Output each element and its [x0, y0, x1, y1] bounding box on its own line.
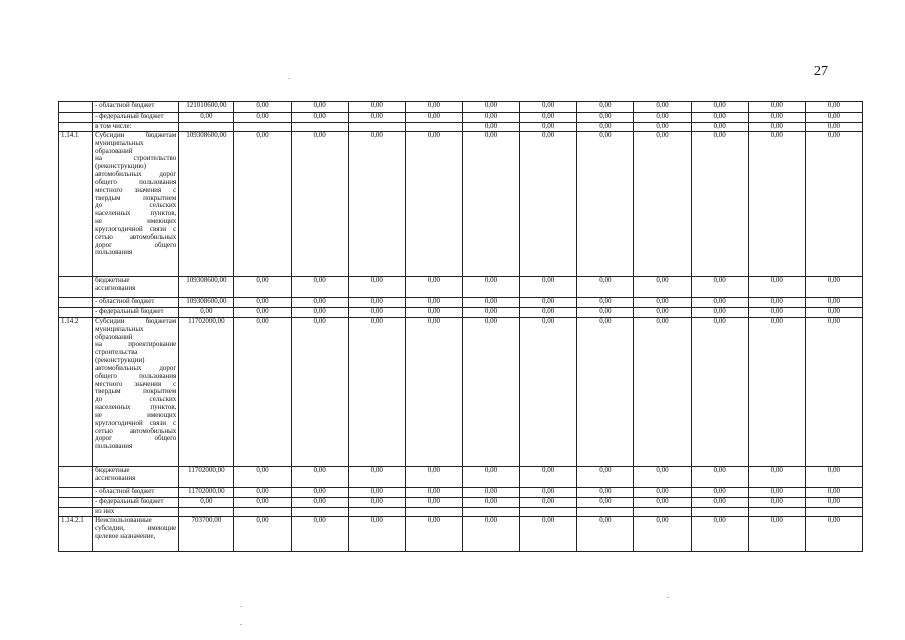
row-label-line: - федеральный бюджет	[95, 307, 164, 315]
row-value-cell: 0,00	[748, 277, 805, 298]
table-row	[59, 508, 863, 517]
row-label	[93, 102, 179, 113]
row-value-cell: 0,00	[520, 113, 577, 123]
row-value-cell	[291, 508, 348, 517]
row-value-cell: 0,00	[348, 517, 405, 552]
row-value-cell: 0,00	[805, 308, 862, 318]
table-row	[59, 517, 863, 552]
row-value-cell: 0,00	[691, 298, 748, 308]
row-label-line: - федеральный бюджет	[95, 497, 164, 505]
row-label-line: населенных пунктов,	[95, 209, 177, 218]
row-label-line: - областной бюджет	[95, 101, 155, 109]
row-value-cell: 0,00	[577, 132, 634, 277]
row-label-line: (реконструкцию)	[95, 162, 146, 171]
row-value-cell: 0,00	[805, 318, 862, 467]
row-amount	[179, 123, 234, 132]
row-value-cell: 0,00	[577, 277, 634, 298]
row-code	[59, 498, 93, 508]
row-label-line: пользования	[95, 442, 133, 451]
row-label-line: муниципальных	[95, 138, 144, 147]
row-label-line: автомобильных дорог	[95, 170, 177, 179]
row-value-cell: 0,00	[691, 467, 748, 488]
table-row	[59, 498, 863, 508]
row-value-cell: 0,00	[291, 113, 348, 123]
row-value-cell: 0,00	[520, 277, 577, 298]
row-label	[93, 113, 179, 123]
row-value-cell: 0,00	[405, 467, 462, 488]
table-row	[59, 308, 863, 318]
row-value-cell: 0,00	[691, 277, 748, 298]
row-code	[59, 508, 93, 517]
row-value-cell: 0,00	[805, 298, 862, 308]
row-label-line: на проектирование	[95, 340, 177, 349]
row-value-cell: 0,00	[634, 498, 691, 508]
row-label-line: целевое назначение,	[95, 531, 156, 540]
row-amount: 11702000,00	[179, 467, 234, 488]
row-value-cell: 0,00	[805, 123, 862, 132]
row-value-cell: 0,00	[234, 467, 291, 488]
row-value-cell: 0,00	[405, 113, 462, 123]
row-value-cell: 0,00	[748, 298, 805, 308]
row-amount: 11702000,00	[179, 488, 234, 498]
row-value-cell: 0,00	[234, 298, 291, 308]
row-value-cell: 0,00	[748, 308, 805, 318]
page-number: 27	[814, 64, 828, 79]
row-value-cell: 0,00	[577, 467, 634, 488]
row-value-cell: 0,00	[234, 498, 291, 508]
row-label-line: ассигнования	[95, 283, 136, 292]
row-value-cell: 0,00	[748, 102, 805, 113]
row-value-cell	[691, 508, 748, 517]
row-amount: 11702000,00	[179, 318, 234, 467]
row-value-cell: 0,00	[691, 498, 748, 508]
row-value-cell: 0,00	[634, 277, 691, 298]
row-value-cell	[634, 508, 691, 517]
row-label-line: круглогодичной связи с	[95, 418, 177, 427]
row-value-cell: 0,00	[520, 517, 577, 552]
row-value-cell: 0,00	[405, 298, 462, 308]
row-value-cell: 0,00	[462, 498, 519, 508]
row-value-cell: 0,00	[291, 277, 348, 298]
row-value-cell: 0,00	[520, 488, 577, 498]
row-value-cell: 0,00	[577, 113, 634, 123]
row-label	[93, 488, 179, 498]
row-label	[93, 298, 179, 308]
row-value-cell: 0,00	[805, 132, 862, 277]
row-value-cell	[805, 508, 862, 517]
row-value-cell: 0,00	[234, 113, 291, 123]
row-value-cell: 0,00	[405, 102, 462, 113]
table-row	[59, 467, 863, 488]
row-value-cell: 0,00	[805, 517, 862, 552]
row-value-cell: 0,00	[291, 318, 348, 467]
row-label-line: дорог общего	[95, 240, 177, 249]
row-value-cell: 0,00	[291, 298, 348, 308]
row-value-cell: 0,00	[748, 498, 805, 508]
row-amount: 109308600,00	[179, 132, 234, 277]
row-value-cell: 0,00	[520, 132, 577, 277]
row-value-cell: 0,00	[234, 132, 291, 277]
row-value-cell: 0,00	[634, 467, 691, 488]
row-value-cell: 0,00	[748, 123, 805, 132]
row-value-cell: 0,00	[691, 318, 748, 467]
row-value-cell: 0,00	[520, 298, 577, 308]
row-value-cell: 0,00	[691, 517, 748, 552]
row-label-line: (реконструкции)	[95, 356, 145, 365]
row-value-cell: 0,00	[234, 318, 291, 467]
row-value-cell: 0,00	[462, 517, 519, 552]
row-value-cell: 0,00	[691, 308, 748, 318]
row-value-cell: 0,00	[348, 308, 405, 318]
row-value-cell: 0,00	[691, 132, 748, 277]
row-value-cell: 0,00	[634, 517, 691, 552]
row-label-line: - федеральный бюджет	[95, 112, 164, 120]
row-label-line: общего пользования	[95, 177, 177, 186]
row-value-cell: 0,00	[462, 298, 519, 308]
row-label-line: - областной бюджет	[95, 297, 155, 305]
row-value-cell: 0,00	[805, 277, 862, 298]
row-value-cell: 0,00	[462, 102, 519, 113]
row-value-cell: 0,00	[691, 123, 748, 132]
row-amount: 0,00	[179, 113, 234, 123]
row-value-cell: 0,00	[462, 488, 519, 498]
row-value-cell	[234, 123, 291, 132]
row-amount: 703700,00	[179, 517, 234, 552]
row-value-cell: 0,00	[577, 298, 634, 308]
row-value-cell: 0,00	[805, 488, 862, 498]
row-value-cell: 0,00	[691, 113, 748, 123]
row-label-line: автомобильных дорог	[95, 363, 177, 372]
row-value-cell: 0,00	[462, 113, 519, 123]
row-value-cell: 0,00	[634, 308, 691, 318]
row-value-cell	[405, 508, 462, 517]
row-value-cell: 0,00	[462, 318, 519, 467]
row-label-line: в том числе:	[95, 122, 132, 130]
row-value-cell: 0,00	[348, 488, 405, 498]
row-code	[59, 308, 93, 318]
row-label-line: бюджетные	[95, 466, 130, 474]
row-value-cell	[234, 508, 291, 517]
row-value-cell: 0,00	[348, 102, 405, 113]
row-value-cell: 0,00	[291, 517, 348, 552]
row-value-cell: 0,00	[577, 517, 634, 552]
row-value-cell: 0,00	[748, 113, 805, 123]
table-row	[59, 123, 863, 132]
row-value-cell	[405, 123, 462, 132]
row-amount: 109308600,00	[179, 277, 234, 298]
row-value-cell: 0,00	[577, 102, 634, 113]
row-label-line: образований	[95, 332, 133, 341]
row-label-line: Субсидии бюджетам	[95, 131, 177, 139]
row-code	[59, 123, 93, 132]
row-value-cell	[462, 508, 519, 517]
row-label-line: ассигнования	[95, 473, 136, 482]
row-value-cell: 0,00	[634, 113, 691, 123]
row-value-cell: 0,00	[634, 488, 691, 498]
row-code	[59, 467, 93, 488]
row-value-cell: 0,00	[291, 102, 348, 113]
row-value-cell: 0,00	[348, 318, 405, 467]
row-value-cell: 0,00	[348, 277, 405, 298]
table-row	[59, 113, 863, 123]
row-code	[59, 277, 93, 298]
table-row	[59, 102, 863, 113]
row-label-line: общего пользования	[95, 371, 177, 380]
row-value-cell: 0,00	[634, 102, 691, 113]
table-row	[59, 132, 863, 277]
row-label	[93, 508, 179, 517]
row-value-cell: 0,00	[520, 467, 577, 488]
row-value-cell: 0,00	[520, 102, 577, 113]
table-row	[59, 488, 863, 498]
row-code	[59, 488, 93, 498]
row-value-cell: 0,00	[462, 132, 519, 277]
row-label	[93, 308, 179, 318]
row-value-cell: 0,00	[520, 123, 577, 132]
row-amount: 121010600,00	[179, 102, 234, 113]
row-label	[93, 498, 179, 508]
row-label-line: сетью автомобильных	[95, 426, 177, 435]
row-value-cell: 0,00	[520, 318, 577, 467]
row-value-cell: 0,00	[577, 123, 634, 132]
row-value-cell	[748, 508, 805, 517]
row-value-cell: 0,00	[805, 498, 862, 508]
table-row	[59, 277, 863, 298]
row-value-cell: 0,00	[348, 298, 405, 308]
row-value-cell: 0,00	[634, 298, 691, 308]
row-value-cell	[348, 508, 405, 517]
row-amount: 0,00	[179, 498, 234, 508]
row-label-line: дорог общего	[95, 434, 177, 443]
row-value-cell: 0,00	[405, 517, 462, 552]
row-value-cell: 0,00	[748, 488, 805, 498]
row-code	[59, 113, 93, 123]
row-code	[59, 298, 93, 308]
row-value-cell: 0,00	[348, 498, 405, 508]
row-value-cell: 0,00	[405, 132, 462, 277]
row-value-cell: 0,00	[234, 517, 291, 552]
row-value-cell: 0,00	[462, 123, 519, 132]
row-label-line: до сельских	[95, 201, 177, 210]
row-value-cell: 0,00	[291, 308, 348, 318]
row-label	[93, 277, 179, 298]
row-label-line: местного значения с	[95, 185, 177, 194]
row-value-cell: 0,00	[234, 488, 291, 498]
row-value-cell: 0,00	[291, 498, 348, 508]
row-code: 1.14.2.1	[59, 517, 93, 552]
row-value-cell: 0,00	[405, 318, 462, 467]
row-value-cell: 0,00	[291, 467, 348, 488]
row-value-cell: 0,00	[577, 318, 634, 467]
row-label-line: - областной бюджет	[95, 487, 155, 495]
row-value-cell: 0,00	[462, 277, 519, 298]
row-value-cell: 0,00	[748, 132, 805, 277]
row-value-cell: 0,00	[405, 498, 462, 508]
row-label-line: местного значения с	[95, 379, 177, 388]
row-label-line: субсидии, имеющие	[95, 523, 177, 532]
row-value-cell: 0,00	[577, 498, 634, 508]
row-amount: 109308600,00	[179, 298, 234, 308]
row-value-cell: 0,00	[234, 102, 291, 113]
row-label-line: муниципальных	[95, 324, 144, 333]
row-label	[93, 517, 179, 552]
row-label-line: Неиспользованные	[95, 516, 152, 524]
row-label-line: строительства	[95, 348, 138, 357]
row-value-cell: 0,00	[805, 113, 862, 123]
row-value-cell: 0,00	[634, 132, 691, 277]
row-value-cell: 0,00	[405, 277, 462, 298]
row-value-cell: 0,00	[234, 308, 291, 318]
row-value-cell: 0,00	[520, 498, 577, 508]
row-code	[59, 102, 93, 113]
row-value-cell: 0,00	[805, 467, 862, 488]
row-value-cell	[291, 123, 348, 132]
row-label-line: не имеющих	[95, 217, 177, 226]
row-value-cell: 0,00	[291, 488, 348, 498]
table-row	[59, 298, 863, 308]
row-value-cell: 0,00	[577, 308, 634, 318]
budget-table	[58, 101, 863, 552]
row-value-cell: 0,00	[520, 308, 577, 318]
row-value-cell: 0,00	[348, 132, 405, 277]
row-value-cell	[348, 123, 405, 132]
row-label-line: Субсидии бюджетам	[95, 317, 177, 325]
row-value-cell: 0,00	[748, 517, 805, 552]
row-value-cell: 0,00	[291, 132, 348, 277]
row-value-cell: 0,00	[234, 277, 291, 298]
row-code: 1.14.2	[59, 318, 93, 467]
row-label-line: населенных пунктов,	[95, 403, 177, 412]
table-row	[59, 318, 863, 467]
row-label	[93, 318, 179, 467]
row-label-line: твердым покрытием	[95, 387, 177, 396]
row-value-cell: 0,00	[634, 123, 691, 132]
row-value-cell	[577, 508, 634, 517]
row-label-line: до сельских	[95, 395, 177, 404]
row-label-line: твердым покрытием	[95, 193, 177, 202]
row-value-cell	[520, 508, 577, 517]
row-code: 1.14.1	[59, 132, 93, 277]
row-label-line: на строительство	[95, 154, 177, 163]
row-value-cell: 0,00	[748, 318, 805, 467]
row-amount: 0,00	[179, 308, 234, 318]
row-label	[93, 467, 179, 488]
row-value-cell: 0,00	[348, 113, 405, 123]
row-label-line: пользования	[95, 248, 133, 257]
row-label-line: из них	[95, 507, 115, 515]
row-value-cell: 0,00	[462, 308, 519, 318]
row-label	[93, 132, 179, 277]
row-value-cell: 0,00	[748, 467, 805, 488]
row-value-cell: 0,00	[348, 467, 405, 488]
row-value-cell: 0,00	[405, 488, 462, 498]
row-label-line: не имеющих	[95, 410, 177, 419]
row-value-cell: 0,00	[405, 308, 462, 318]
row-value-cell: 0,00	[462, 467, 519, 488]
row-value-cell: 0,00	[634, 318, 691, 467]
row-value-cell: 0,00	[691, 102, 748, 113]
row-value-cell: 0,00	[691, 488, 748, 498]
row-label-line: сетью автомобильных	[95, 232, 177, 241]
row-label-line: круглогодичной связи с	[95, 224, 177, 233]
row-label-line: образований	[95, 146, 133, 155]
row-label	[93, 123, 179, 132]
row-label-line: бюджетные	[95, 276, 130, 284]
row-amount	[179, 508, 234, 517]
row-value-cell: 0,00	[805, 102, 862, 113]
row-value-cell: 0,00	[577, 488, 634, 498]
